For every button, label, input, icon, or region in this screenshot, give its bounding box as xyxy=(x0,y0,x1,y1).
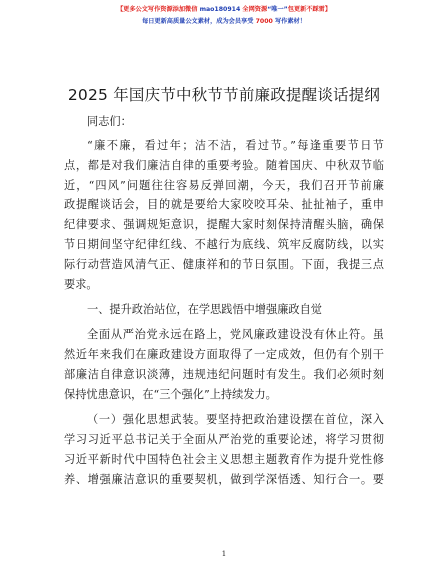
paragraph-line: 保持忧患意识，在“三个强化”上持续发力。 xyxy=(64,388,277,401)
page-number: 1 xyxy=(221,550,227,558)
banner-text-red: 全网资源 xyxy=(240,6,268,13)
promo-subbanner xyxy=(0,16,448,25)
paragraph-line: 际行动营造风清气正、健康祥和的节日氛围。下面，我提三点 xyxy=(64,258,384,271)
banner-text-red: 包更新不踩雷 xyxy=(287,6,325,13)
paragraph-line: 习近平新时代中国特色社会主义思想主题教育作为提升党性修 xyxy=(64,453,384,466)
salutation: 同志们： xyxy=(87,115,132,128)
promo-banner xyxy=(0,4,448,13)
banner-bracket-open: 【 xyxy=(116,6,124,13)
banner-bracket-close: 】 xyxy=(324,6,332,13)
paragraph-line: 节日期间坚守纪律红线、不越行为底线、筑牢反腐防线，以实 xyxy=(64,238,384,251)
subbanner-text-blue: 每日更新高质量公文素材，成为会员享受 xyxy=(142,18,256,25)
document-title: 2025 年国庆节中秋节节前廉政提醒谈话提纲 xyxy=(67,86,381,104)
section-heading: 一、提升政治站位，在学思践悟中增强廉政自觉 xyxy=(87,303,322,316)
paragraph-line: 政提醒谈话会，目的就是要给大家咬咬耳朵、扯扯袖子，重申 xyxy=(64,198,384,211)
paragraph-line: 纪律要求、强调规矩意识，提醒大家时刻保持清醒头脑，确保 xyxy=(64,218,384,231)
banner-wechat-id: mao180914 xyxy=(199,6,241,13)
paragraph-line: 近，“四风”问题往往容易反弹回潮，今天，我们召开节前廉 xyxy=(64,179,384,192)
banner-text-red: 更多公文写作资源添加微信 xyxy=(123,6,200,13)
paragraph-line: 全面从严治党永远在路上，党风廉政建设没有休止符。虽 xyxy=(87,328,384,341)
paragraph-line: “廉不廉，看过年；洁不洁，看过节。”每逢重要节日节 xyxy=(87,139,384,152)
subbanner-text-blue: 写作素材！ xyxy=(272,18,306,25)
paragraph-line: 养、增强廉洁意识的重要契机，做到学深悟透、知行合一。要 xyxy=(64,473,384,486)
subbanner-count: 7000 xyxy=(255,18,273,25)
paragraph-line: 学习习近平总书记关于全面从严治党的重要论述，将学习贯彻 xyxy=(64,433,384,446)
paragraph-line: （一）强化思想武装。要坚持把政治建设摆在首位，深入 xyxy=(87,413,384,426)
paragraph-line: 部廉洁自律意识淡薄，违规违纪问题时有发生。我们必须时刻 xyxy=(64,368,384,381)
paragraph-line: 要求。 xyxy=(64,278,98,291)
paragraph-line: 然近年来我们在廉政建设方面取得了一定成效，但仍有个别干 xyxy=(64,348,384,361)
paragraph-line: 点，都是对我们廉洁自律的重要考验。随着国庆、中秋双节临 xyxy=(64,159,384,172)
banner-text-blue: “唯一” xyxy=(267,6,288,13)
